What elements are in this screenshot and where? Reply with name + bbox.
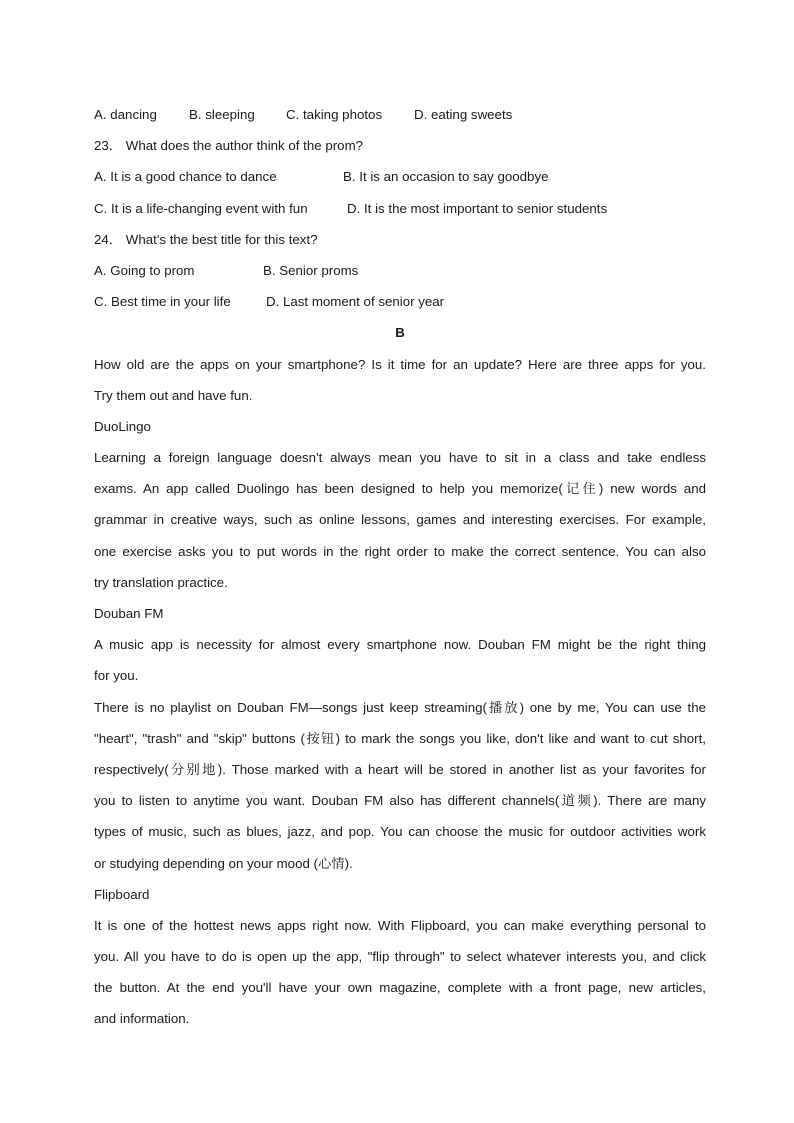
section-label: B [395, 325, 405, 341]
duolingo-line-5: try translation practice. [94, 574, 228, 590]
q24-option-a: A. Going to prom [94, 262, 195, 278]
douban-line-7: types of music, such as blues, jazz, and pop. You can choose the music for outdoor activities work [94, 824, 706, 840]
flipboard-line-3: the button. At the end you'll have your own magazine, complete with a front page, new articles, [94, 980, 706, 996]
q23-option-d: D. It is the most important to senior students [347, 200, 608, 216]
q22-option-a: A. dancing [94, 107, 157, 122]
q22-option-d: D. eating sweets [414, 107, 513, 122]
duolingo-line-2: exams. An app called Duolingo has been designed to help you memorize(记住) new words and [94, 481, 706, 497]
douban-line-6: you to listen to anytime you want. Douban FM also has different channels(道频). There are many [94, 793, 706, 809]
flipboard-title: Flipboard [94, 886, 150, 902]
q22-option-b: B. sleeping [189, 107, 255, 122]
duolingo-line-3: grammar in creative ways, such as online lessons, games and interesting exercises. For example, [94, 512, 706, 528]
intro-line-1: How old are the apps on your smartphone? Is it time for an update? Here are three apps for you. [94, 356, 706, 372]
douban-line-1: A music app is necessity for almost every smartphone now. Douban FM might be the right thing [94, 637, 706, 653]
q24-question: 24． What's the best title for this text? [94, 231, 318, 247]
q23-option-c: C. It is a life-changing event with fun [94, 200, 308, 216]
q23-option-a: A. It is a good chance to dance [94, 169, 277, 185]
q23-options-row1 [94, 161, 706, 192]
q24-options-row1 [94, 255, 706, 286]
douban-title: Douban FM [94, 606, 164, 621]
douban-line-3: There is no playlist on Douban FM—songs just keep streaming(播放) one by me, You can use the [94, 699, 706, 715]
duolingo-line-1: Learning a foreign language doesn't always mean you have to sit in a class and take endless [94, 450, 706, 466]
flipboard-line-2: you. All you have to do is open up the app, "flip through" to select whatever interests you, and click [94, 949, 706, 965]
q23-question: 23． What does the author think of the prom? [94, 138, 364, 154]
q22-options [94, 99, 706, 130]
flipboard-line-4: and information. [94, 1011, 190, 1027]
q24-option-b: B. Senior proms [263, 262, 359, 278]
duolingo-line-4: one exercise asks you to put words in the right order to make the correct sentence. You can also [94, 543, 706, 559]
q24-option-d: D. Last moment of senior year [266, 294, 445, 310]
q23-option-b: B. It is an occasion to say goodbye [343, 169, 549, 185]
duolingo-title: DuoLingo [94, 418, 151, 434]
q24-options-row2 [94, 286, 706, 317]
douban-line-8: or studying depending on your mood (心情). [94, 855, 353, 871]
q22-option-c: C. taking photos [286, 107, 383, 122]
douban-line-2: for you. [94, 668, 139, 684]
q23-options-row2 [94, 193, 706, 224]
document-page [94, 99, 706, 1035]
douban-line-5: respectively(分别地). Those marked with a heart will be stored in another list as your favorites for [94, 761, 706, 777]
q24-option-c: C. Best time in your life [94, 294, 231, 310]
douban-line-4: "heart", "trash" and "skip" buttons (按钮) to mark the songs you like, don't like and want to cut short, [94, 730, 706, 746]
flipboard-line-1: It is one of the hottest news apps right now. With Flipboard, you can make everything personal to [94, 917, 706, 933]
intro-line-2: Try them out and have fun. [94, 387, 253, 403]
